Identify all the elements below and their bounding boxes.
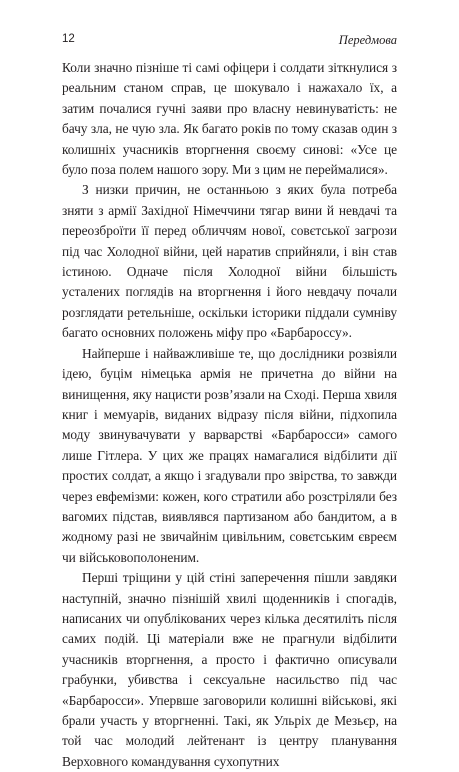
page-number: 12 <box>62 33 75 45</box>
running-head: Передмова <box>338 33 397 47</box>
paragraph: Найперше і найважливіше те, що дослідники розвіяли ідею, буцім німецька армія не причетна до війни на винищення, яку нацисти розв’язали на Сході. Перша хвиля книг і мемуарів, виданих відразу після війни, підхопила моду звинувачувати у варварстві «Барбаросси» самого лише Гітлера. У цих же працях намагалися відбілити дії простих солдат, а якщо і згадували про звірства, то завжди через евфемізми: кожен, кого стратили або розстріляли без вагомих підстав, виявлявся партизаном або бандитом, а в жодному разі не звичайнім цивільним, совєтським євреєм чи військовополоненим. <box>62 345 397 565</box>
paragraph: З низки причин, не останньою з яких була потреба зняти з армії Західної Німеччини тягар вини й невдачі та переозброїти її перед обличчям нової, совєтської загрози під час Холодної війни, цей наратив сприйняли, і він став істиною. Одначе після Холодної війни більшість усталених поглядів на вторгнення і його невдачу почали розглядати ретельніше, оскільки історики піддали сумніву багато основних положень міфу про «Барбароссу». <box>62 182 397 341</box>
body-text <box>62 58 397 772</box>
paragraph: Коли значно пізніше ті самі офіцери і солдати зіткнулися з реальним станом справ, це шокувало і нажахало їх, а затим почалися гучні заяви про власну невинуватість: не бачу зла, не чую зла. Як багато років по тому сказав один з колишніх учасників вторгнення своєму синові: «Усе це було поза полем нашого зору. Ми з цим не переймалися». <box>62 60 397 178</box>
page-header <box>62 33 397 49</box>
paragraph: Перші тріщини у цій стіні заперечення пішли завдяки наступній, значно пізнішій хвилі щоденників і спогадів, написаних чи опублікованих через кілька десятиліть після самих подій. Ці матеріали вже не прагнули відбілити учасників вторгнення, а просто і фактично описували грабунки, убивства і сексуальне насильство під час «Барбаросси». Упервше заговорили колишні військові, які брали участь у вторгненні. Такі, як Ульріх де Мезьєр, на той час молодий лейтенант із центру планування Верховного командування сухопутних <box>62 570 397 769</box>
